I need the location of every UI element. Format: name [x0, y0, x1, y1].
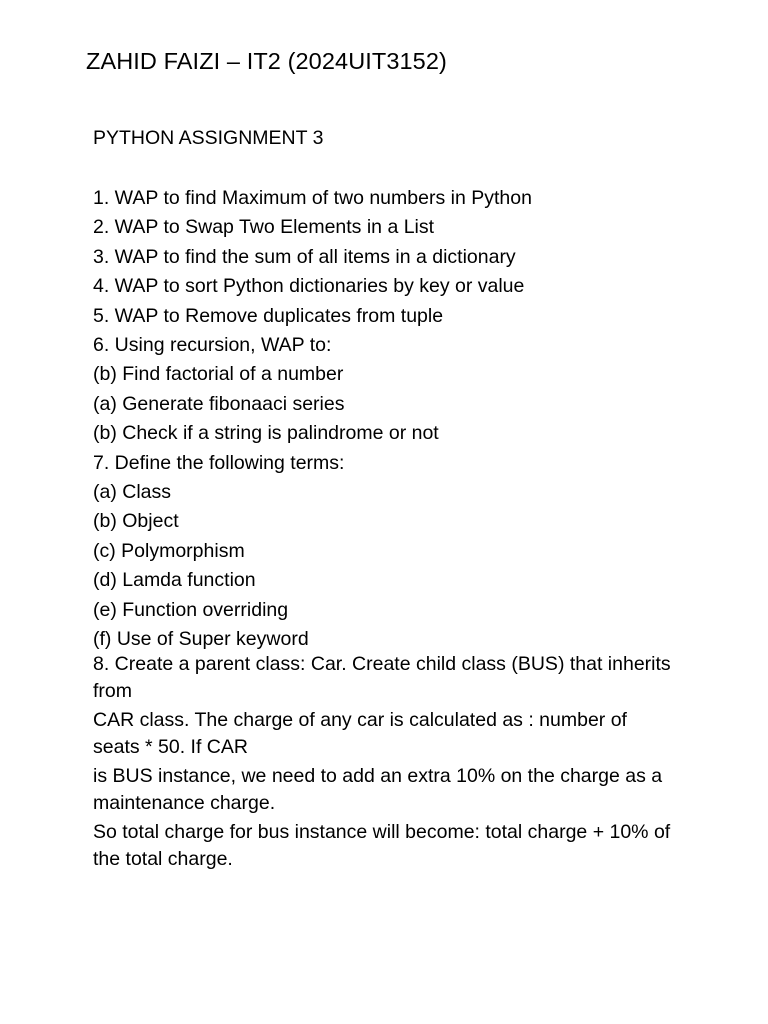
paragraph: So total charge for bus instance will become: total charge + 10% of the total charge.	[93, 821, 671, 870]
document-title: ZAHID FAIZI – IT2 (2024UIT3152)	[86, 48, 447, 74]
list-item: 1. WAP to find Maximum of two numbers in Python	[93, 187, 532, 209]
list-item: 4. WAP to sort Python dictionaries by key or value	[93, 275, 525, 298]
list-item: (f) Use of Super keyword	[93, 628, 309, 651]
assignment-heading: PYTHON ASSIGNMENT 3	[93, 127, 324, 149]
list-item: 3. WAP to find the sum of all items in a dictionary	[93, 245, 516, 268]
question-8-text	[93, 651, 673, 875]
list-item: (b) Object	[93, 510, 179, 533]
list-item: 6. Using recursion, WAP to:	[93, 334, 332, 357]
list-item: (e) Function overriding	[93, 598, 289, 621]
list-item: (a) Class	[93, 481, 172, 504]
list-item: 2. WAP to Swap Two Elements in a List	[93, 216, 435, 239]
list-item: (d) Lamda function	[93, 569, 256, 592]
list-item: (a) Generate fibonaaci series	[93, 392, 345, 415]
paragraph: is BUS instance, we need to add an extra 10% on the charge as a maintenance charge.	[93, 765, 663, 814]
list-item: (b) Find factorial of a number	[93, 363, 344, 386]
list-item: (b) Check if a string is palindrome or not	[93, 422, 439, 445]
paragraph: CAR class. The charge of any car is calculated as : number of seats * 50. If CAR	[93, 709, 627, 758]
paragraph: 8. Create a parent class: Car. Create child class (BUS) that inherits from	[93, 653, 671, 702]
assignment-list	[93, 184, 673, 655]
list-item: 5. WAP to Remove duplicates from tuple	[93, 304, 444, 327]
list-item: 7. Define the following terms:	[93, 451, 345, 474]
list-item: (c) Polymorphism	[93, 539, 245, 562]
